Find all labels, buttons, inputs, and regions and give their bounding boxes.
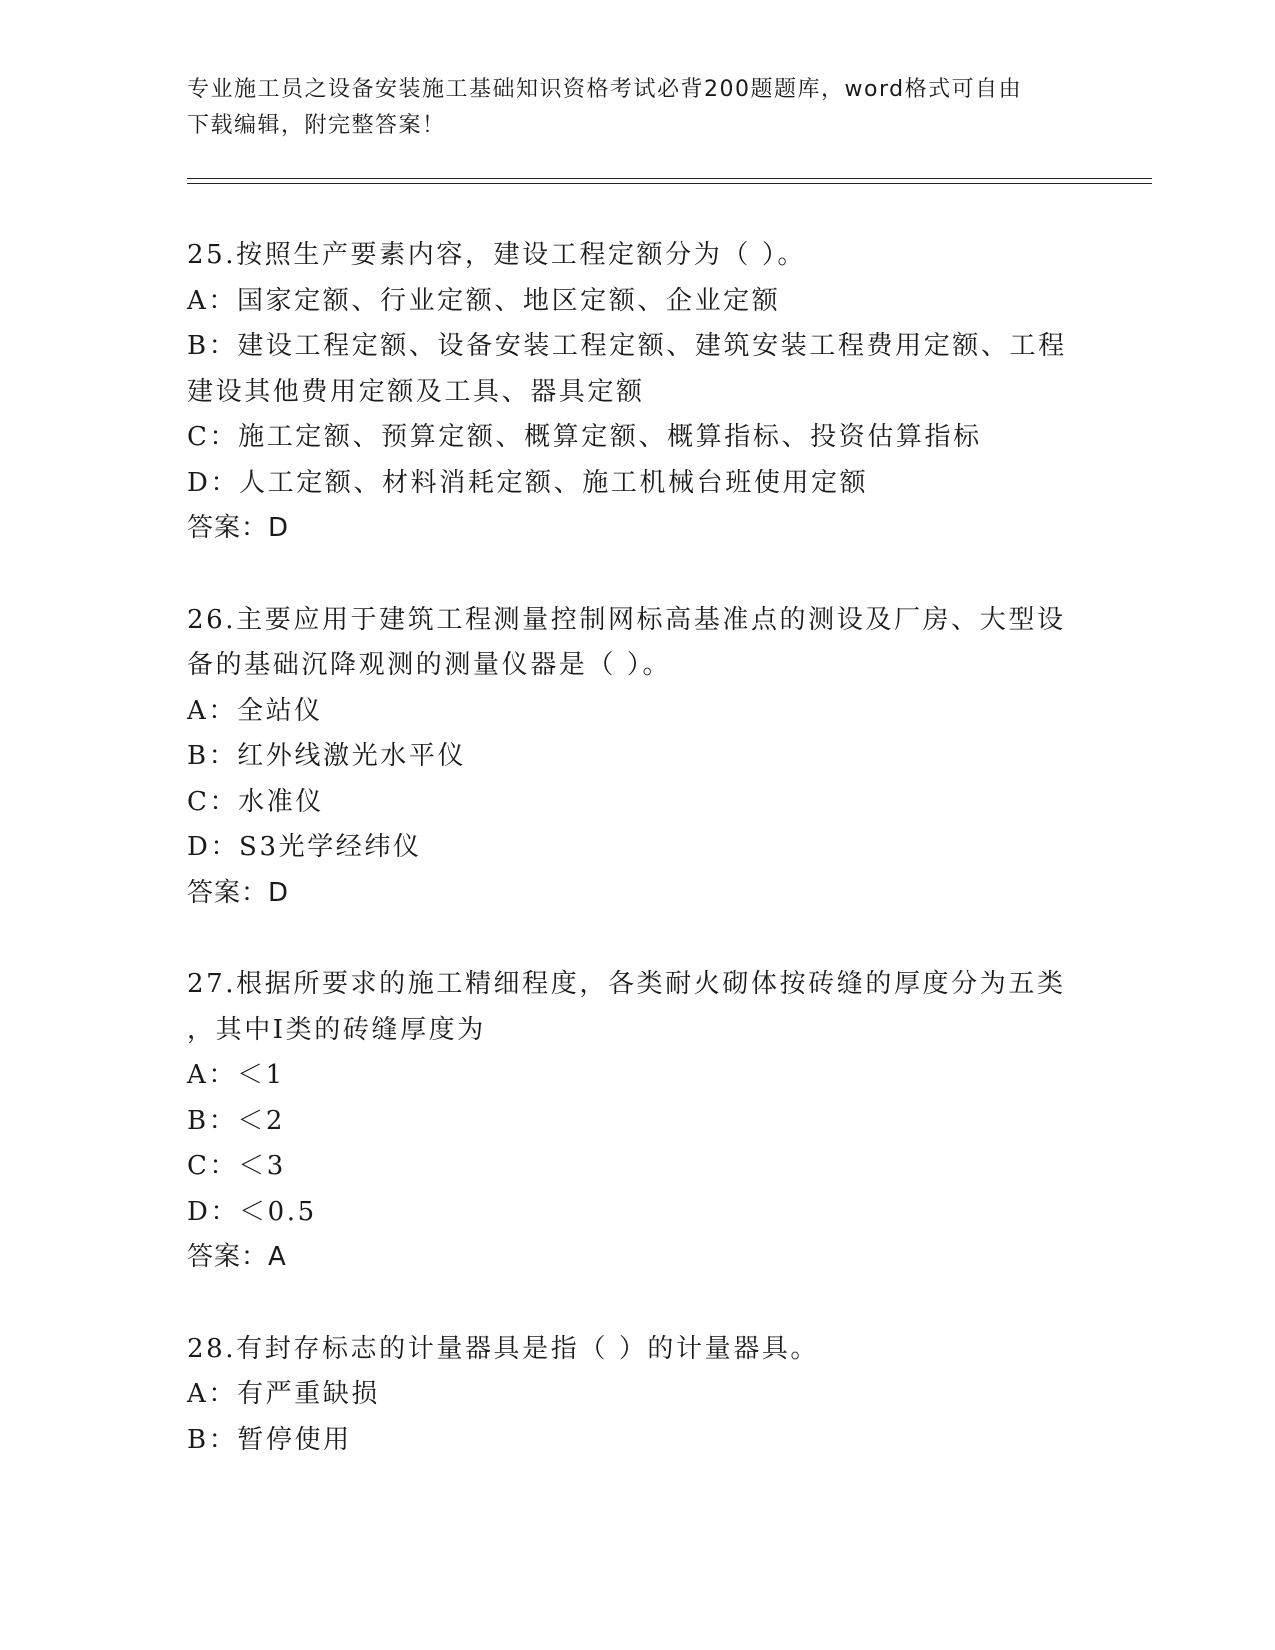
- question-list: [187, 233, 1087, 1509]
- question-stem-line: 27.根据所要求的施工精细程度，各类耐火砌体按砖缝的厚度分为五类: [187, 969, 1066, 999]
- question-block: [187, 598, 1087, 917]
- question-stem-line: 25.按照生产要素内容，建设工程定额分为（ ）。: [187, 240, 807, 270]
- option-line: C：＜3: [187, 1151, 286, 1181]
- option-line: C：水准仪: [187, 786, 324, 817]
- question-block: [187, 1327, 1087, 1464]
- document-header: [187, 72, 1067, 144]
- question-block: [187, 962, 1087, 1281]
- option-line: B：暂停使用: [187, 1424, 352, 1455]
- question-stem-line: 26.主要应用于建筑工程测量控制网标高基准点的测设及厂房、大型设: [187, 604, 1066, 635]
- option-line: A：＜1: [187, 1060, 285, 1090]
- header-line-1: 专业施工员之设备安装施工基础知识资格考试必背200题题库，word格式可自由: [187, 77, 1023, 102]
- option-line: D：人工定额、材料消耗定额、施工机械台班使用定额: [187, 467, 869, 498]
- answer-line: 答案：D: [187, 513, 290, 543]
- option-line: 建设其他费用定额及工具、器具定额: [187, 376, 645, 407]
- question-stem-line: 28.有封存标志的计量器具是指（ ）的计量器具。: [187, 1333, 820, 1364]
- option-line: D：S3光学经纬仪: [187, 832, 422, 862]
- option-line: A：国家定额、行业定额、地区定额、企业定额: [187, 285, 781, 316]
- option-line: D：＜0.5: [187, 1196, 317, 1227]
- header-divider-bottom: [187, 183, 1152, 184]
- answer-line: 答案：D: [187, 877, 290, 908]
- option-line: A：全站仪: [187, 695, 323, 726]
- question-stem-line: ，其中Ⅰ类的砖缝厚度为: [187, 1014, 486, 1045]
- question-stem-line: 备的基础沉降观测的测量仪器是（ ）。: [187, 650, 672, 680]
- option-line: B：红外线激光水平仪: [187, 741, 467, 771]
- option-line: A：有严重缺损: [187, 1379, 380, 1409]
- option-line: B：＜2: [187, 1105, 286, 1136]
- answer-line: 答案：A: [187, 1242, 287, 1272]
- header-line-2: 下载编辑，附完整答案！: [187, 113, 446, 138]
- option-line: C：施工定额、预算定额、概算定额、概算指标、投资估算指标: [187, 422, 982, 452]
- option-line: B：建设工程定额、设备安装工程定额、建筑安装工程费用定额、工程: [187, 331, 1067, 361]
- header-divider-top: [187, 178, 1152, 179]
- question-block: [187, 233, 1087, 552]
